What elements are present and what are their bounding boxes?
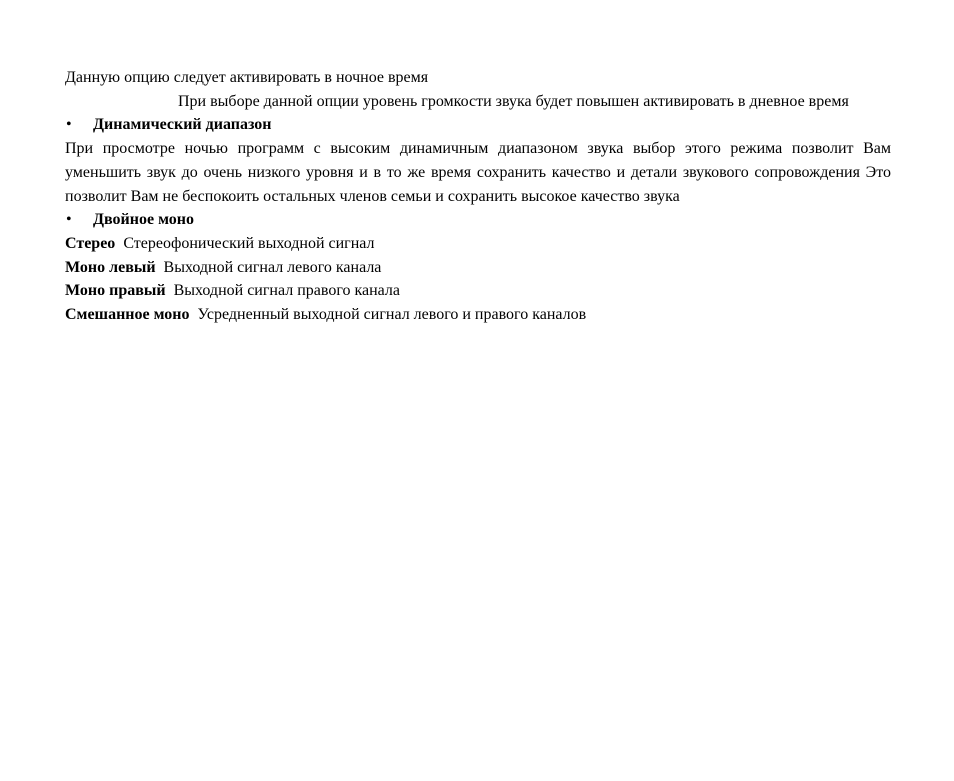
mode-mixed-mono bbox=[65, 303, 891, 327]
heading-dual-mono: Двойное моно bbox=[93, 211, 194, 229]
mode-mono-right bbox=[65, 279, 891, 303]
boost-option-paragraph: При выборе данной опции уровень громкости звука будет повышен активировать в дневное время bbox=[178, 92, 849, 110]
mode-term: Моно левый bbox=[65, 258, 156, 276]
bullet-dot-icon: • bbox=[66, 116, 72, 134]
mode-term: Смешанное моно bbox=[65, 306, 190, 324]
document-page bbox=[65, 66, 891, 327]
mode-desc: Усредненный выходной сигнал левого и правого каналов bbox=[197, 306, 587, 324]
mode-term: Моно правый bbox=[65, 282, 166, 300]
bullet-dual-mono bbox=[65, 208, 891, 232]
night-mode-note: Данную опцию следует активировать в ночное время bbox=[65, 69, 429, 86]
mode-desc: Выходной сигнал правого канала bbox=[173, 282, 401, 300]
dynamic-range-paragraph: При просмотре ночью программ с высоким динамичным диапазоном звука выбор этого режима позволит Вам уменьшить звук до очень низкого уровня и в то же время сохранить качество и детали звукового сопровождения Это позволит Вам не беспокоить остальных членов семьи и сохранить высокое качество звука bbox=[65, 140, 891, 205]
bullet-dot-icon: • bbox=[66, 211, 72, 229]
mode-term: Стерео bbox=[65, 234, 116, 252]
mode-stereo bbox=[65, 232, 891, 256]
mode-desc: Выходной сигнал левого канала bbox=[163, 258, 382, 276]
bullet-dynamic-range bbox=[65, 113, 891, 137]
mode-desc: Стереофонический выходной сигнал bbox=[123, 234, 375, 252]
mode-mono-left bbox=[65, 256, 891, 280]
heading-dynamic-range: Динамический диапазон bbox=[93, 116, 272, 134]
